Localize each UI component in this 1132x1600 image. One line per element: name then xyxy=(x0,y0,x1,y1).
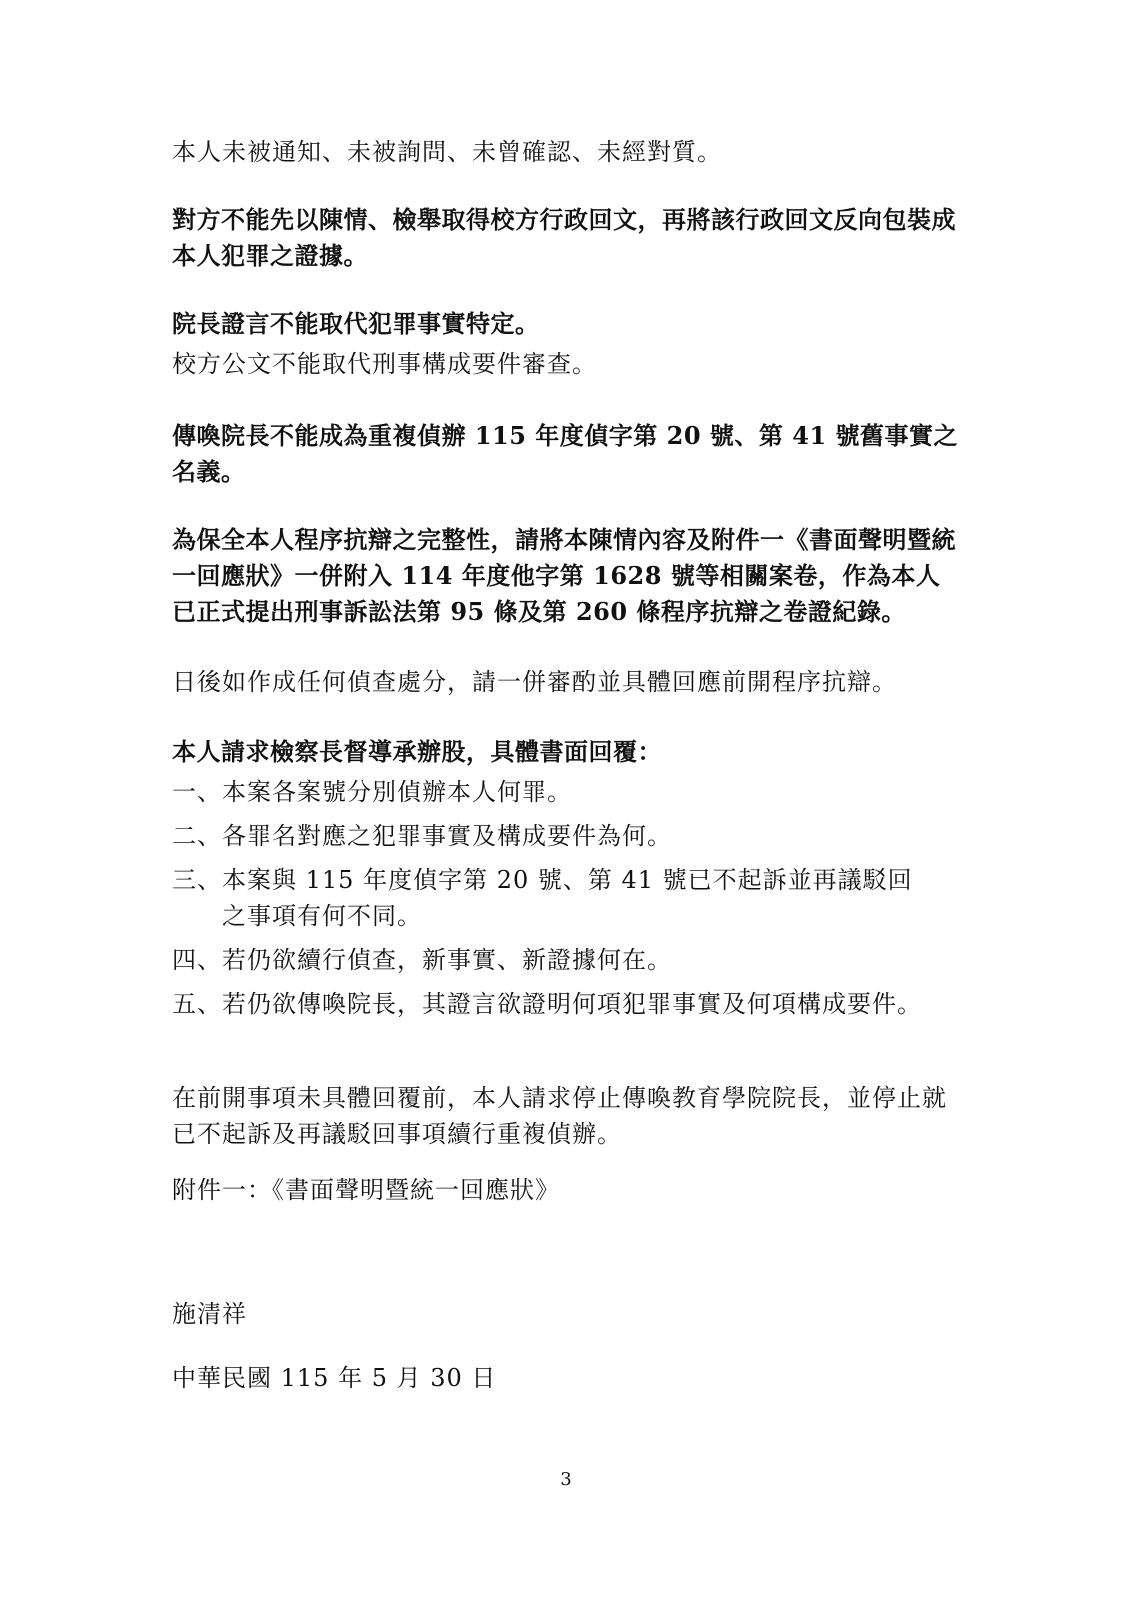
request-text: 各罪名對應之犯罪事實及構成要件為何。 xyxy=(222,822,672,850)
paragraph-stop-summons: 在前開事項未具體回覆前，本人請求停止傳喚教育學院院長，並停止就已不起訴及再議駁回事項續行重複偵辦。 xyxy=(172,1084,947,1148)
paragraph-dean-testimony: 院長證言不能取代犯罪事實特定。 xyxy=(172,309,540,338)
request-item xyxy=(172,774,962,810)
request-number: 三、 xyxy=(172,866,222,894)
paragraph-future-disposition: 日後如作成任何偵查處分，請一併審酌並具體回應前開程序抗辯。 xyxy=(172,668,897,696)
document-date: 中華民國 115 年 5 月 30 日 xyxy=(172,1364,497,1392)
request-number: 二、 xyxy=(172,822,222,850)
paragraph-not-notified: 本人未被通知、未被詢問、未曾確認、未經對質。 xyxy=(172,138,722,166)
paragraph-school-document: 校方公文不能取代刑事構成要件審查。 xyxy=(172,350,597,378)
attachment-line: 附件一：《書面聲明暨統一回應狀》 xyxy=(172,1176,560,1204)
page-number: 3 xyxy=(560,1469,572,1490)
request-item xyxy=(172,818,962,854)
request-text: 若仍欲續行偵查，新事實、新證據何在。 xyxy=(222,946,672,974)
request-number: 一、 xyxy=(172,778,222,806)
request-number: 五、 xyxy=(172,990,222,1018)
request-text: 本案各案號分別偵辦本人何罪。 xyxy=(222,778,572,806)
request-text: 本案與 115 年度偵字第 20 號、第 41 號已不起訴並再議駁回之事項有何不同。 xyxy=(222,866,913,930)
signature-name: 施清祥 xyxy=(172,1300,247,1328)
request-heading: 本人請求檢察長督導承辦股，具體書面回覆： xyxy=(172,737,662,766)
request-text: 若仍欲傳喚院長，其證言欲證明何項犯罪事實及何項構成要件。 xyxy=(222,990,922,1018)
request-item xyxy=(172,942,962,978)
paragraph-summon-dean: 傳喚院長不能成為重複偵辦 115 年度偵字第 20 號、第 41 號舊事實之名義。 xyxy=(172,421,959,486)
request-item xyxy=(172,862,962,934)
request-number: 四、 xyxy=(172,946,222,974)
paragraph-preserve-defense: 為保全本人程序抗辯之完整性，請將本陳情內容及附件一《書面聲明暨統一回應狀》一併附入 114 年度他字第 1628 號等相關案卷，作為本人已正式提出刑事訴訟法第 95 條及第 260 條程序抗辯之卷證紀錄。 xyxy=(172,525,956,626)
paragraph-reverse-packaging: 對方不能先以陳情、檢舉取得校方行政回文，再將該行政回文反向包裝成本人犯罪之證據。 xyxy=(172,205,956,270)
request-item xyxy=(172,986,962,1022)
